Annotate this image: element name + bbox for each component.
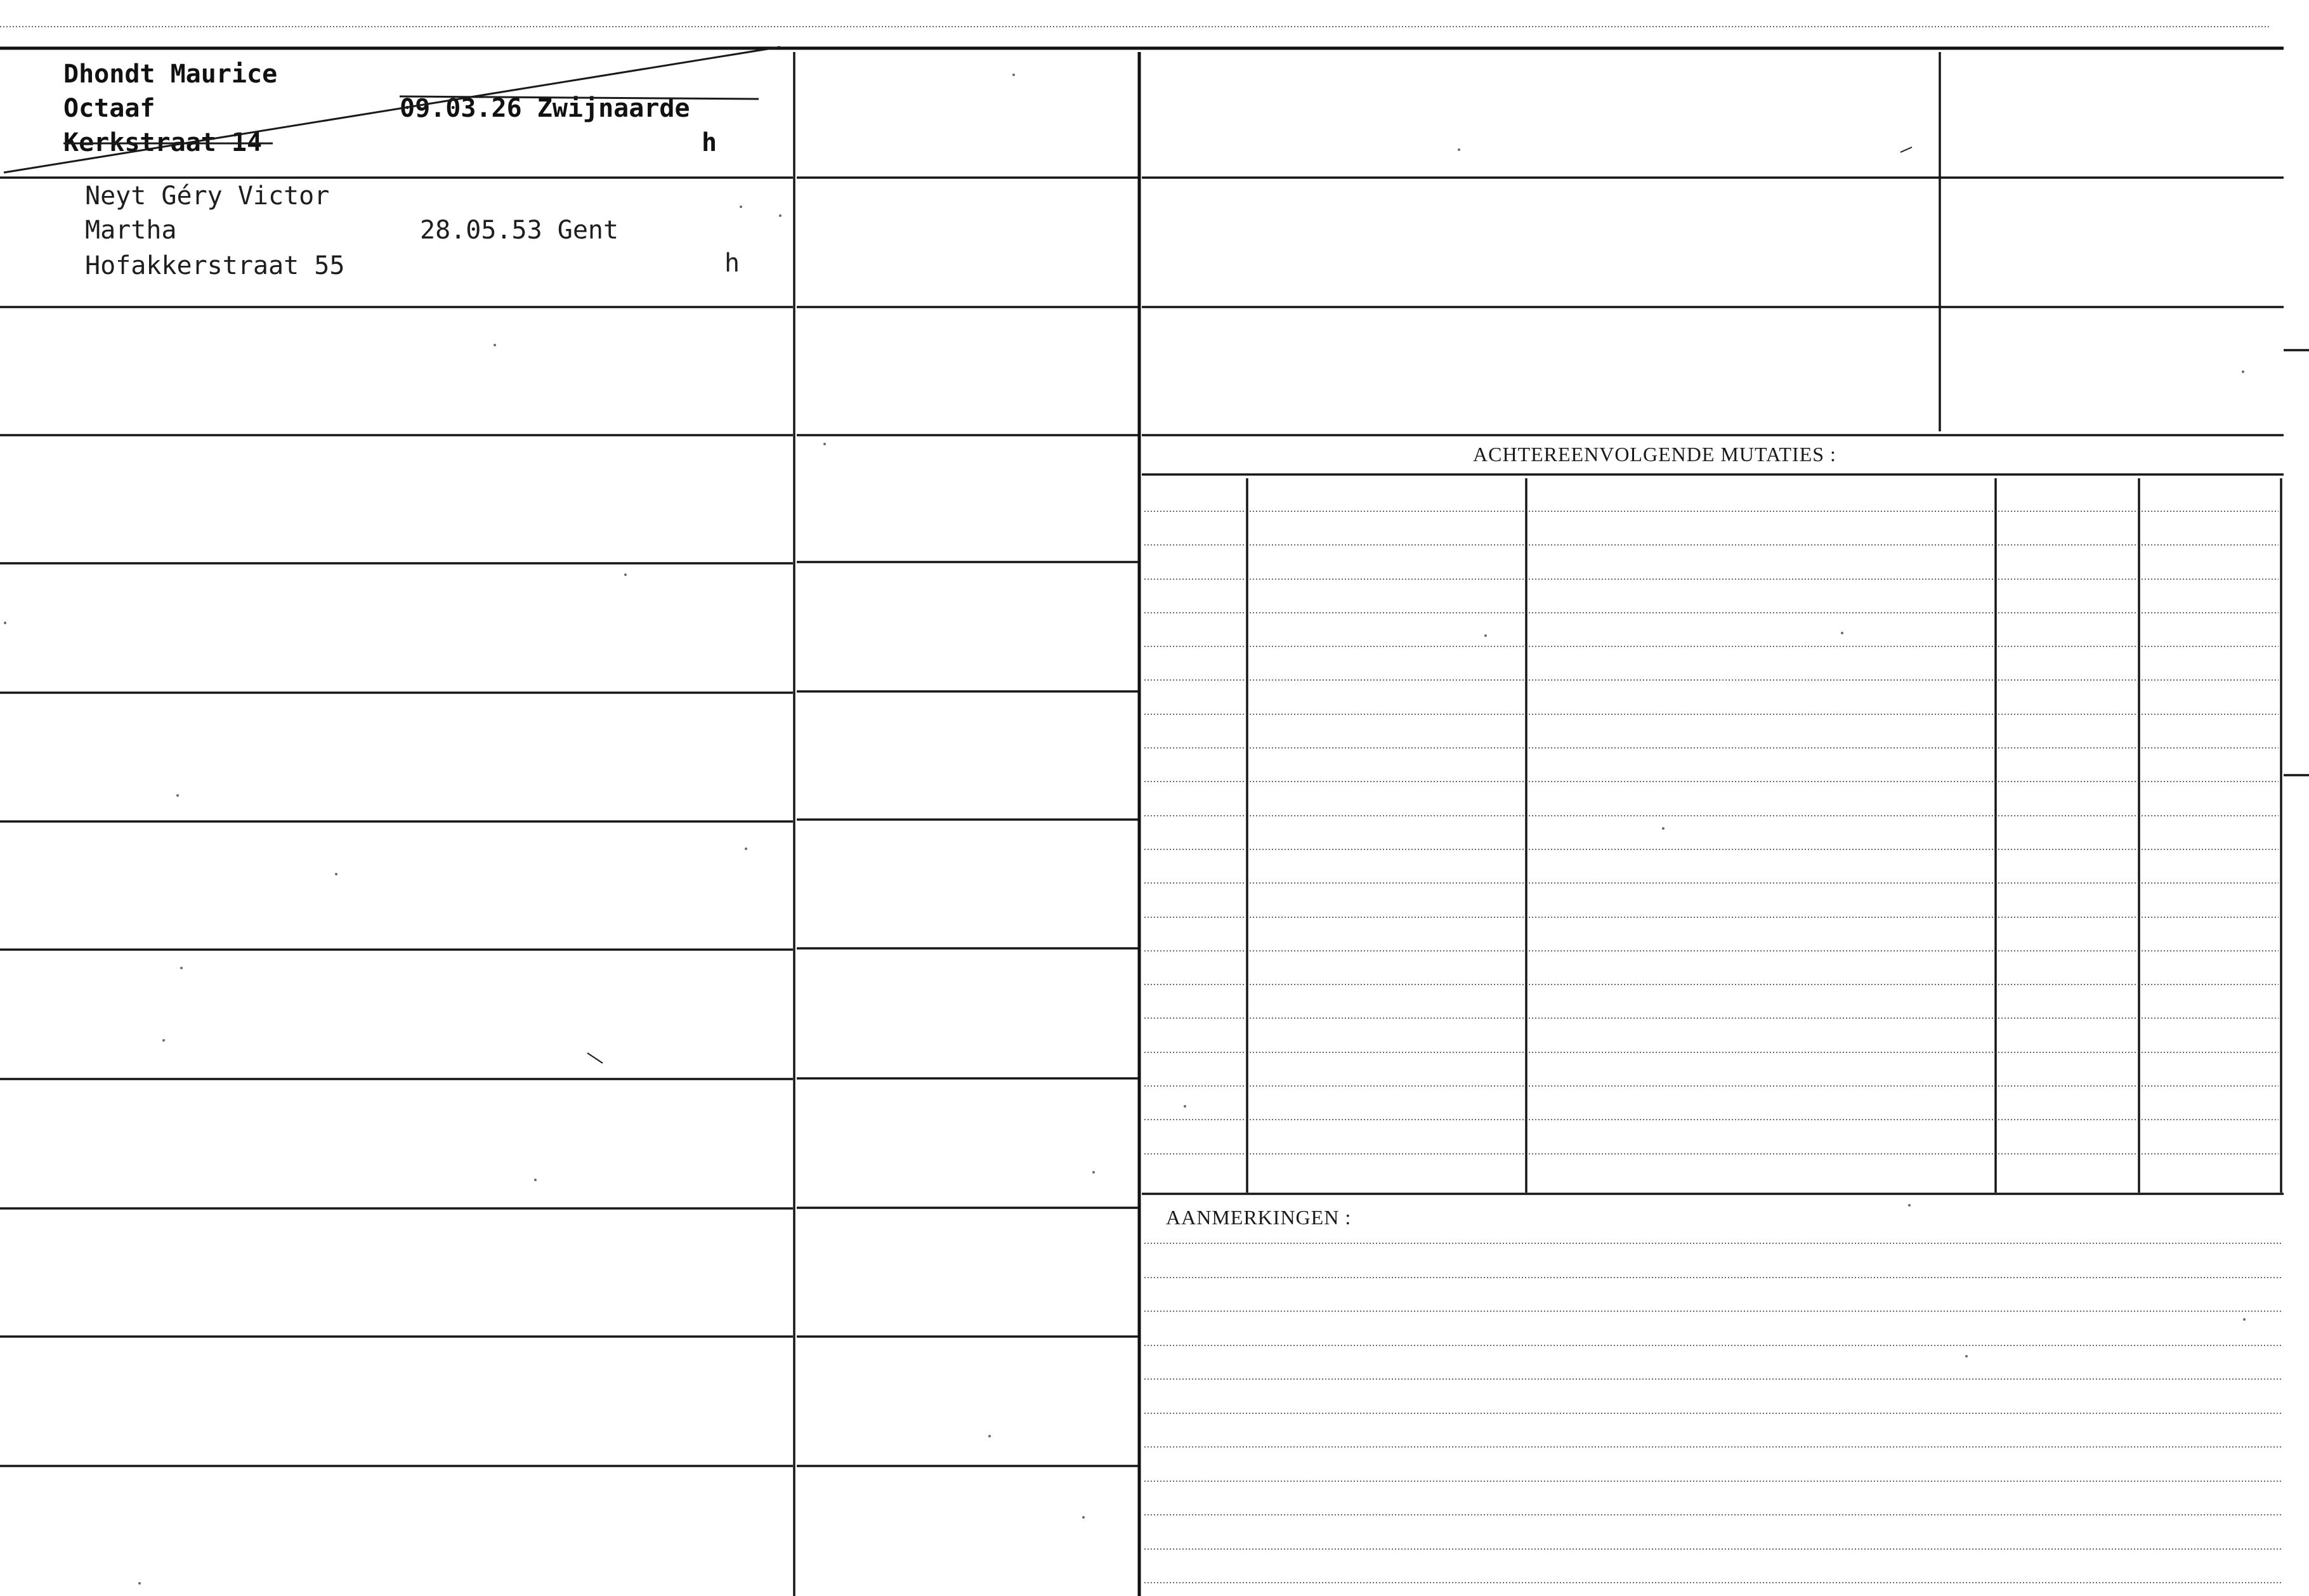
remarks-area <box>1144 1243 2281 1583</box>
top-border <box>0 27 2284 48</box>
entry-name: Dhondt Maurice <box>63 60 278 89</box>
entry-date-place: 09.03.26 Zwijnaarde <box>400 94 690 123</box>
mutations-header: ACHTEREENVOLGENDE MUTATIES : <box>1473 443 1836 466</box>
entry-code: h <box>724 249 740 278</box>
registry-entry <box>4 47 780 173</box>
entry-address: Kerkstraat 14 <box>63 128 263 157</box>
entry-date-place: 28.05.53 Gent <box>420 216 619 245</box>
column-dividers <box>794 52 1940 1596</box>
ledger-row-lines <box>0 178 2284 1466</box>
entry-address: Hofakkerstraat 55 <box>85 251 345 280</box>
entry-given-name: Martha <box>85 216 177 245</box>
remarks-header: AANMERKINGEN : <box>1166 1206 1352 1229</box>
mutation-dotted-rows <box>1144 511 2279 1154</box>
scan-noise <box>4 74 2246 1585</box>
entry-given-name: Octaaf <box>63 94 155 123</box>
entry-code: h <box>702 128 717 157</box>
registry-entry <box>85 181 740 280</box>
remark-dotted-rows <box>1144 1243 2281 1583</box>
margin-ticks <box>2284 350 2309 775</box>
mutations-table <box>1142 474 2284 1194</box>
entry-name: Neyt Géry Victor <box>85 181 330 211</box>
